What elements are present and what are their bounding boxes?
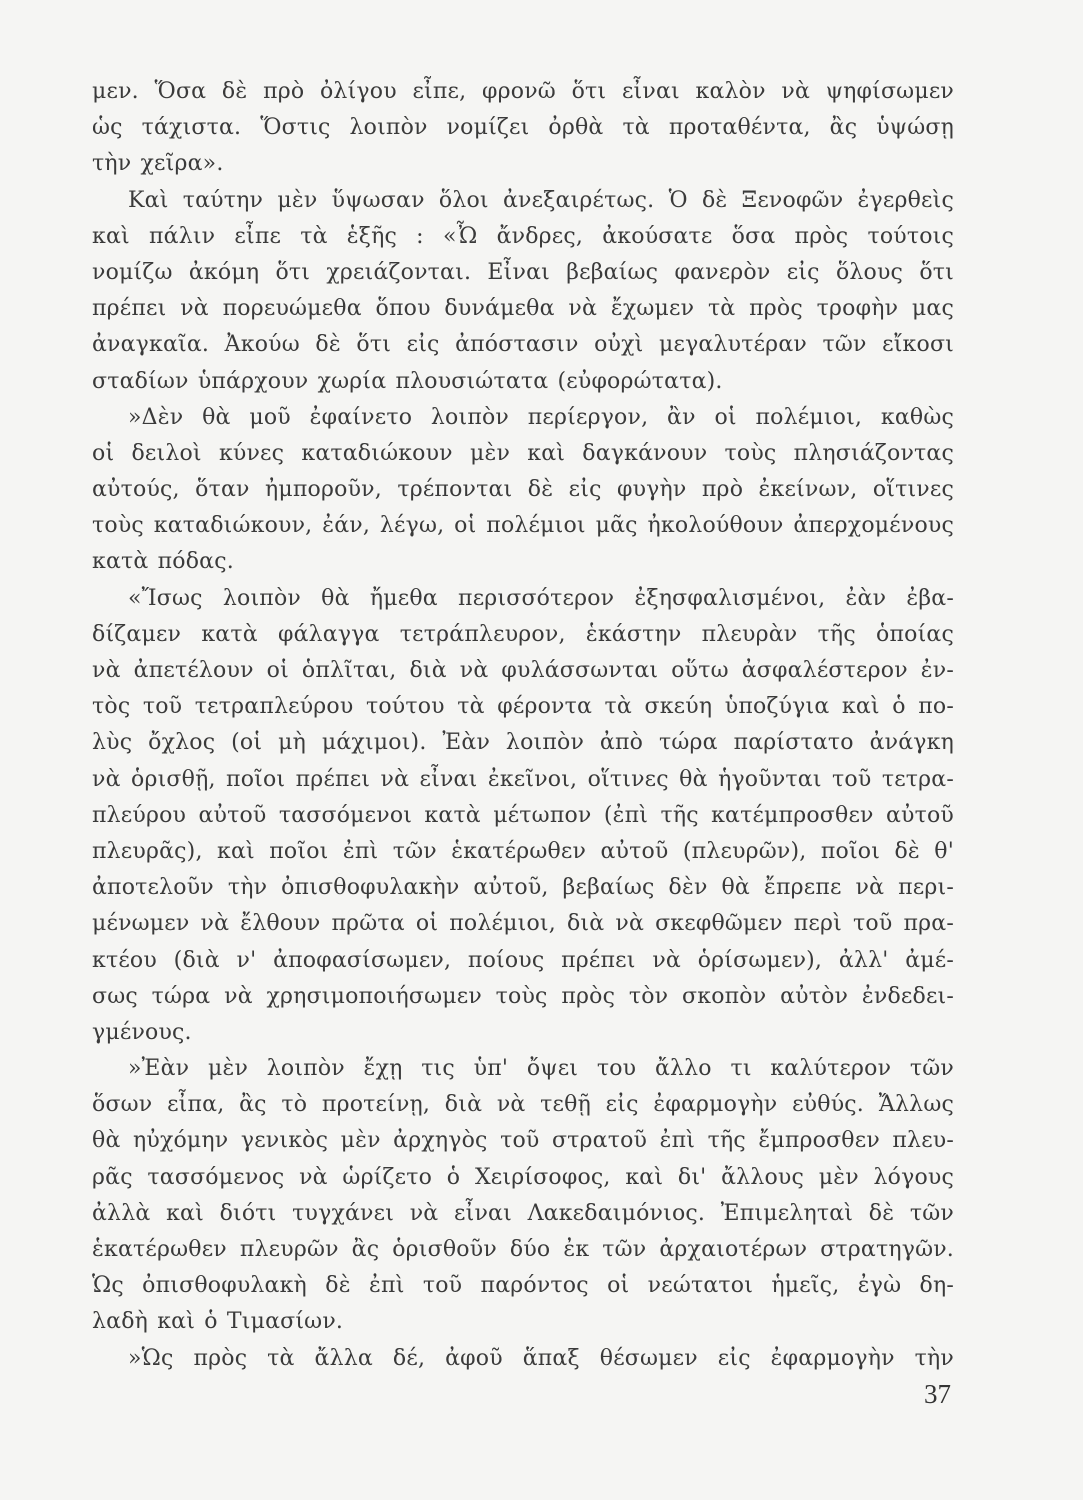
text-line: λὺς ὄχλος (οἱ μὴ μάχιμοι). Ἐὰν λοιπὸν ἀπὸ τώρα παρίστατο ἀνάγκη <box>92 730 954 756</box>
page-number: 37 <box>924 1379 951 1409</box>
text-line: κτέου (διὰ ν' ἀποφασίσωμεν, ποίους πρέπει νὰ ὁρίσωμεν), ἀλλ' ἀμέ- <box>92 947 954 973</box>
text-line: κατὰ πόδας. <box>92 549 234 575</box>
text-line: Ὡς ὀπισθοφυλακὴ δὲ ἐπὶ τοῦ παρόντος οἱ νεώτατοι ἡμεῖς, ἐγὼ δη- <box>92 1273 954 1299</box>
text-line: λαδὴ καὶ ὁ Τιμασίων. <box>92 1309 344 1335</box>
text-line: ὅσων εἶπα, ἂς τὸ προτείνῃ, διὰ νὰ τεθῇ εἰς ἐφαρμογὴν εὐθύς. Ἄλλως <box>92 1092 954 1118</box>
text-line: »Ὡς πρὸς τὰ ἄλλα δέ, ἀφοῦ ἅπαξ θέσωμεν εἰς ἐφαρμογὴν τὴν <box>128 1345 954 1371</box>
text-line: νομίζω ἀκόμη ὅτι χρειάζονται. Εἶναι βεβαίως φανερὸν εἰς ὅλους ὅτι <box>92 259 954 285</box>
text-line: τοὺς καταδιώκουν, ἐάν, λέγω, οἱ πολέμιοι μᾶς ἠκολούθουν ἀπερχομένους <box>92 513 954 539</box>
text-line: πλευρᾶς), καὶ ποῖοι ἐπὶ τῶν ἑκατέρωθεν αὐτοῦ (πλευρῶν), ποῖοι δὲ θ' <box>92 838 954 864</box>
text-line: σταδίων ὑπάρχουν χωρία πλουσιώτατα (εὐφορώτατα). <box>92 368 723 394</box>
body-text <box>92 74 954 1377</box>
text-line: γμένους. <box>92 1019 192 1045</box>
text-line: πλεύρου αὐτοῦ τασσόμενοι κατὰ μέτωπον (ἐπὶ τῆς κατέμπροσθεν αὐτοῦ <box>92 802 954 828</box>
text-line: μεν. Ὅσα δὲ πρὸ ὀλίγου εἶπε, φρονῶ ὅτι εἶναι καλὸν νὰ ψηφίσωμεν <box>92 79 954 104</box>
text-line: καὶ πάλιν εἶπε τὰ ἑξῆς : «Ὦ ἄνδρες, ἀκούσατε ὅσα πρὸς τούτοις <box>92 223 954 249</box>
text-line: »Ἐὰν μὲν λοιπὸν ἔχῃ τις ὑπ' ὄψει του ἄλλο τι καλύτερον τῶν <box>128 1056 954 1082</box>
text-line: σως τώρα νὰ χρησιμοποιήσωμεν τοὺς πρὸς τὸν σκοπὸν αὐτὸν ἐνδεδει- <box>92 983 954 1009</box>
text-line: «Ἴσως λοιπὸν θὰ ἤμεθα περισσότερον ἐξησφαλισμένοι, ἐὰν ἐβα- <box>128 585 954 611</box>
text-line: νὰ ὁρισθῇ, ποῖοι πρέπει νὰ εἶναι ἐκεῖνοι, οἵτινες θὰ ἡγοῦνται τοῦ τετρα- <box>92 766 954 792</box>
text-line: ἀναγκαῖα. Ἀκούω δὲ ὅτι εἰς ἀπόστασιν οὐχὶ μεγαλυτέραν τῶν εἴκοσι <box>92 332 954 358</box>
text-line: τὸς τοῦ τετραπλεύρου τούτου τὰ φέροντα τὰ σκεύη ὑποζύγια καὶ ὁ πο- <box>92 694 954 720</box>
text-line: πρέπει νὰ πορευώμεθα ὅπου δυνάμεθα νὰ ἔχωμεν τὰ πρὸς τροφὴν μας <box>92 296 954 322</box>
text-line: δίζαμεν κατὰ φάλαγγα τετράπλευρον, ἑκάστην πλευρὰν τῆς ὁποίας <box>92 621 954 647</box>
text-line: μένωμεν νὰ ἔλθουν πρῶτα οἱ πολέμιοι, διὰ νὰ σκεφθῶμεν περὶ τοῦ πρα- <box>92 911 954 937</box>
text-line: ὡς τάχιστα. Ὅστις λοιπὸν νομίζει ὀρθὰ τὰ προταθέντα, ἂς ὑψώσῃ <box>92 115 954 141</box>
text-line: Καὶ ταύτην μὲν ὕψωσαν ὅλοι ἀνεξαιρέτως. Ὁ δὲ Ξενοφῶν ἐγερθεὶς <box>128 187 954 213</box>
text-line: τὴν χεῖρα». <box>92 151 224 177</box>
text-line: οἱ δειλοὶ κύνες καταδιώκουν μὲν καὶ δαγκάνουν τοὺς πλησιάζοντας <box>92 440 954 466</box>
text-line: ἀλλὰ καὶ διότι τυγχάνει νὰ εἶναι Λακεδαιμόνιος. Ἐπιμεληταὶ δὲ τῶν <box>92 1200 954 1226</box>
text-line: »Δὲν θὰ μοῦ ἐφαίνετο λοιπὸν περίεργον, ἂν οἱ πολέμιοι, καθὼς <box>128 404 954 430</box>
text-line: θὰ ηὐχόμην γενικὸς μὲν ἀρχηγὸς τοῦ στρατοῦ ἐπὶ τῆς ἔμπροσθεν πλευ- <box>92 1128 954 1154</box>
text-line: ρᾶς τασσόμενος νὰ ὡρίζετο ὁ Χειρίσοφος, καὶ δι' ἄλλους μὲν λόγους <box>92 1164 954 1190</box>
text-line: ἑκατέρωθεν πλευρῶν ἂς ὁρισθοῦν δύο ἐκ τῶν ἀρχαιοτέρων στρατηγῶν. <box>92 1237 954 1262</box>
text-line: ἀποτελοῦν τὴν ὀπισθοφυλακὴν αὐτοῦ, βεβαίως δὲν θὰ ἔπρεπε νὰ περι- <box>92 875 954 901</box>
text-line: αὐτούς, ὅταν ἠμποροῦν, τρέπονται δὲ εἰς φυγὴν πρὸ ἐκείνων, οἵτινες <box>92 477 954 503</box>
text-line: νὰ ἀπετέλουν οἱ ὁπλῖται, διὰ νὰ φυλάσσωνται οὕτω ἀσφαλέστερον ἐν- <box>92 658 954 683</box>
